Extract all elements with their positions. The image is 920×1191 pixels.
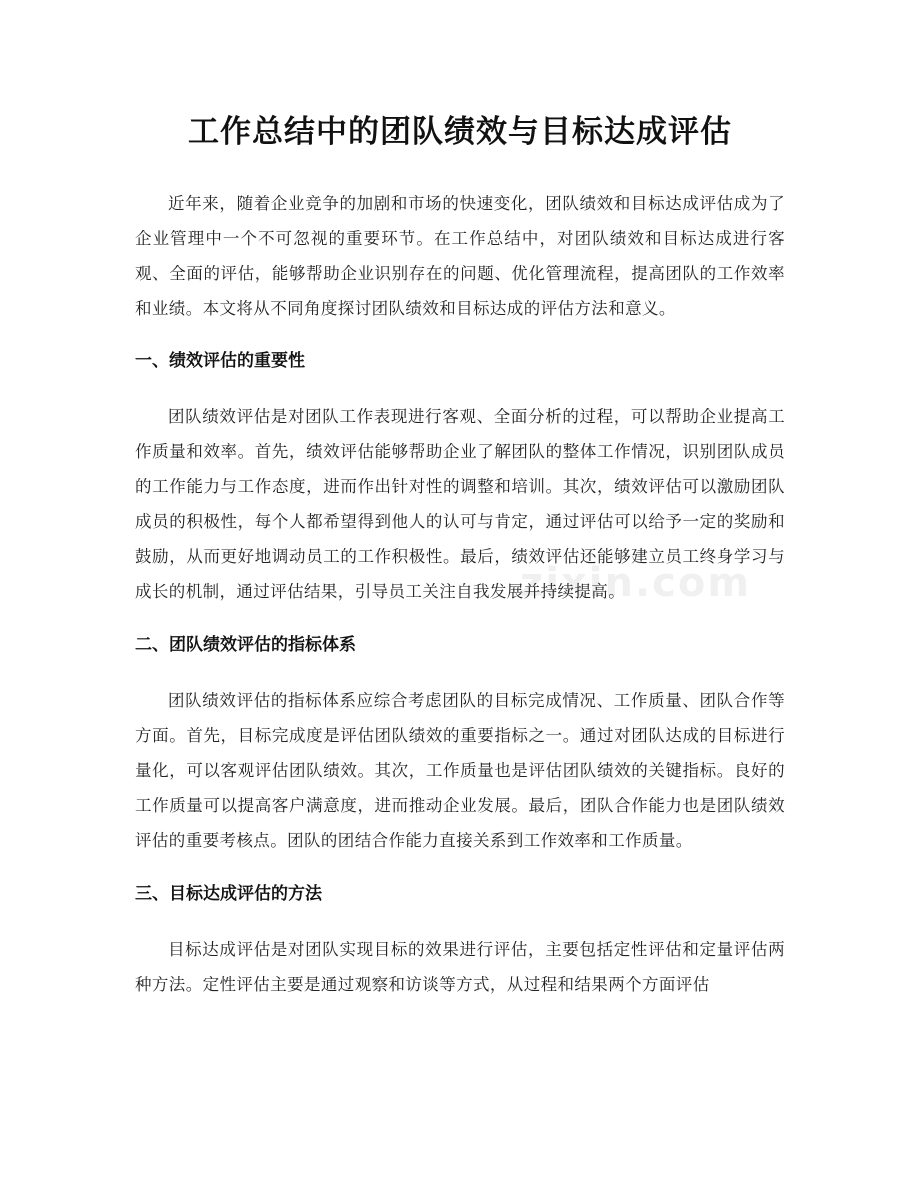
section-body-3: 目标达成评估是对团队实现目标的效果进行评估，主要包括定性评估和定量评估两种方法。定性评估主要是通过观察和访谈等方式，从过程和结果两个方面评估 <box>135 940 785 994</box>
watermark-text: zixin.com <box>520 560 752 606</box>
section-heading-1: 一、绩效评估的重要性 <box>135 351 305 371</box>
intro-paragraph: 近年来，随着企业竞争的加剧和市场的快速变化，团队绩效和目标达成评估成为了企业管理中一个不可忽视的重要环节。在工作总结中，对团队绩效和目标达成进行客观、全面的评估，能够帮助企业识别存在的问题、优化管理流程，提高团队的工作效率和业绩。本文将从不同角度探讨团队绩效和目标达成的评估方法和意义。 <box>135 194 785 318</box>
document-title: 工作总结中的团队绩效与目标达成评估 <box>188 114 732 150</box>
section-body-2: 团队绩效评估的指标体系应综合考虑团队的目标完成情况、工作质量、团队合作等方面。首先，目标完成度是评估团队绩效的重要指标之一。通过对团队达成的目标进行量化，可以客观评估团队绩效。其次，工作质量也是评估团队绩效的关键指标。良好的工作质量可以提高客户满意度，进而推动企业发展。最后，团队合作能力也是团队绩效评估的重要考核点。团队的团结合作能力直接关系到工作效率和工作质量。 <box>135 691 785 850</box>
section-body-1: 团队绩效评估是对团队工作表现进行客观、全面分析的过程，可以帮助企业提高工作质量和效率。首先，绩效评估能够帮助企业了解团队的整体工作情况，识别团队成员的工作能力与工作态度，进而作出针对性的调整和培训。其次，绩效评估可以激励团队成员的积极性，每个人都希望得到他人的认可与肯定，通过评估可以给予一定的奖励和鼓励，从而更好地调动员工的工作积极性。最后，绩效评估还能够建立员工终身学习与成长的机制，通过评估结果，引导员工关注自我发展并持续提高。 <box>135 407 785 601</box>
section-heading-3: 三、目标达成评估的方法 <box>135 884 322 904</box>
section-heading-2: 二、团队绩效评估的指标体系 <box>135 635 356 655</box>
